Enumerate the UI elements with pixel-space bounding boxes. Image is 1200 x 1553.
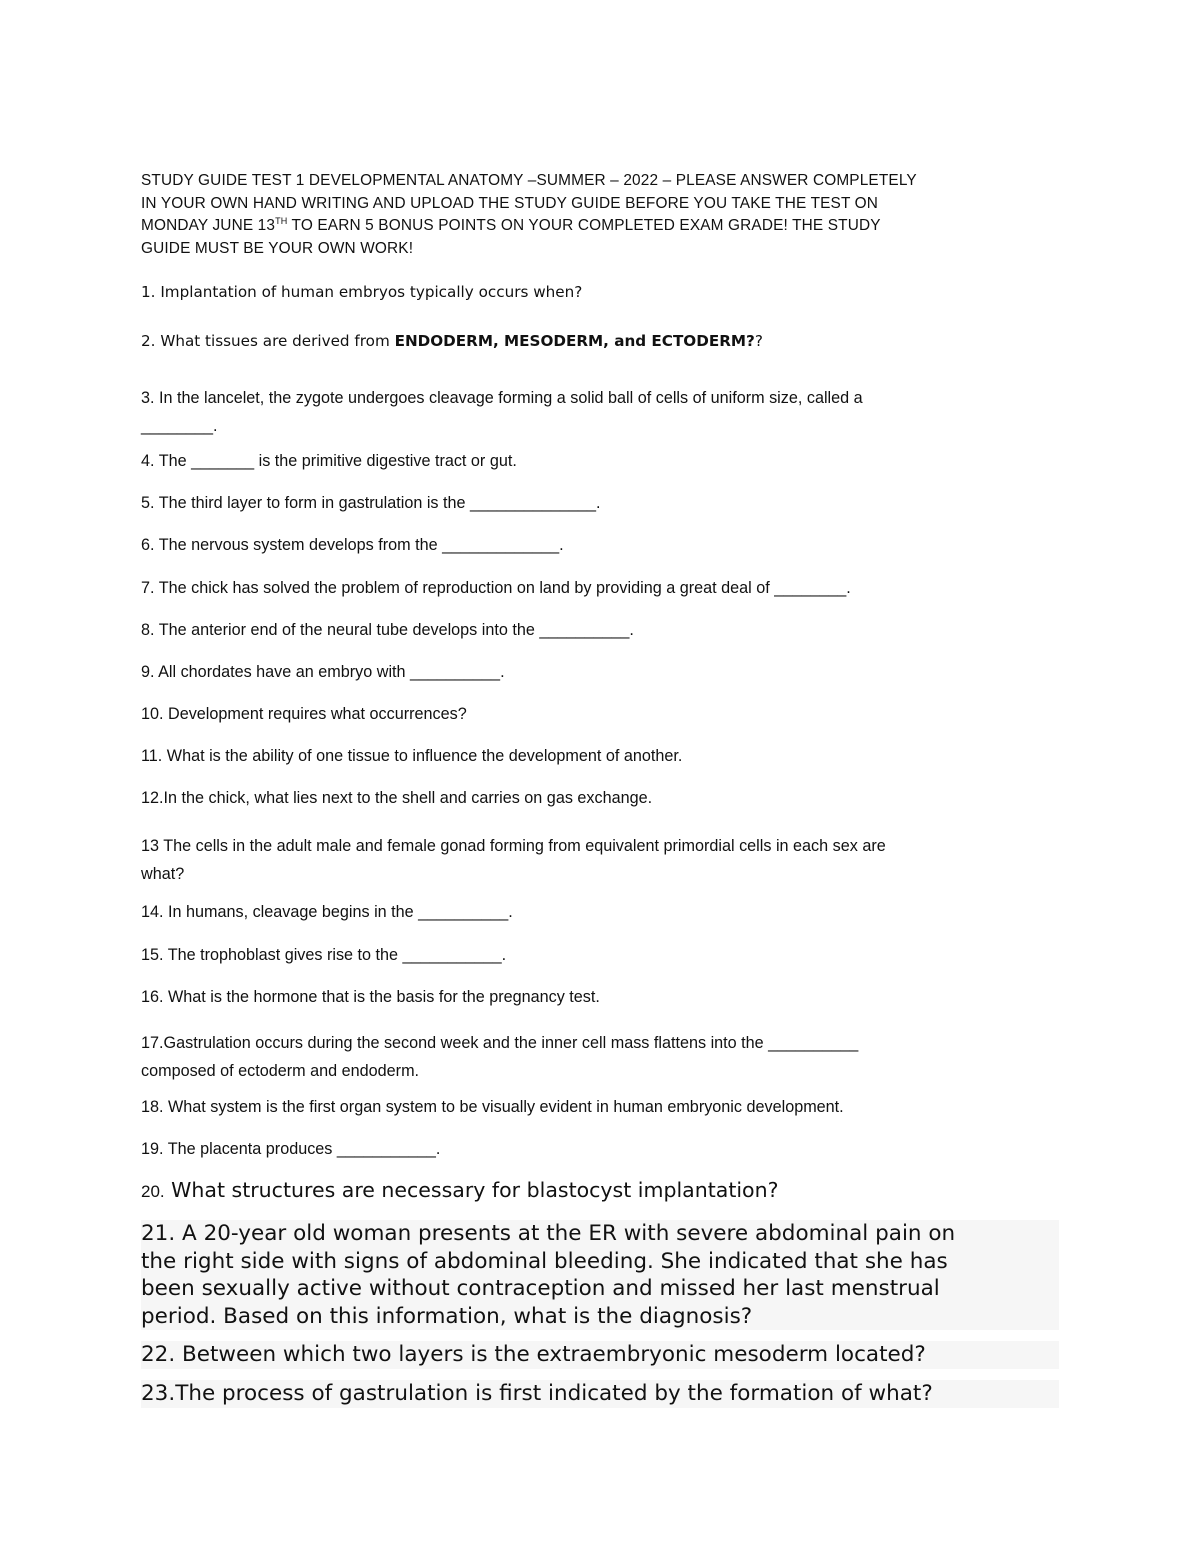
question-3 <box>141 384 863 440</box>
header-line-2: IN YOUR OWN HAND WRITING AND UPLOAD THE STUDY GUIDE BEFORE YOU TAKE THE TEST ON <box>141 194 879 212</box>
question-21-line-2: the right side with signs of abdominal bleeding. She indicated that she has <box>141 1248 948 1274</box>
question-17-line-1: 17.Gastrulation occurs during the second week and the inner cell mass flattens into the __________ <box>141 1034 859 1052</box>
question-10: 10. Development requires what occurrences? <box>141 705 467 723</box>
question-2-germ-layers: ENDODERM, MESODERM, and ECTODERM? <box>394 332 755 350</box>
question-2 <box>141 332 763 350</box>
question-2-text: 2. What tissues are derived from <box>141 332 395 350</box>
header-line-4: GUIDE MUST BE YOUR OWN WORK! <box>141 239 414 257</box>
question-19: 19. The placenta produces ___________. <box>141 1140 441 1158</box>
question-17-line-2: composed of ectoderm and endoderm. <box>141 1062 420 1080</box>
study-guide-header <box>141 170 1061 260</box>
question-23: 23.The process of gastrulation is first indicated by the formation of what? <box>141 1380 1059 1408</box>
question-20 <box>141 1178 778 1202</box>
header-bonus-text: TO EARN 5 BONUS POINTS ON YOUR COMPLETED EXAM GRADE! THE STUDY <box>287 217 881 234</box>
question-21-line-3: been sexually active without contraception and missed her last menstrual <box>141 1276 940 1301</box>
header-line-3 <box>141 215 1061 238</box>
question-6: 6. The nervous system develops from the _____________. <box>141 536 564 554</box>
question-21 <box>141 1220 1059 1330</box>
question-21-line-1: 21. A 20-year old woman presents at the ER with severe abdominal pain on <box>141 1221 956 1246</box>
question-12: 12.In the chick, what lies next to the shell and carries on gas exchange. <box>141 789 653 807</box>
header-date-suffix: TH <box>275 216 288 226</box>
question-7: 7. The chick has solved the problem of reproduction on land by providing a great deal of ________. <box>141 579 851 597</box>
question-11: 11. What is the ability of one tissue to influence the development of another. <box>141 747 683 765</box>
question-15: 15. The trophoblast gives rise to the ___________. <box>141 946 507 964</box>
question-20-number: 20. <box>141 1182 165 1201</box>
question-4: 4. The _______ is the primitive digestive tract or gut. <box>141 452 517 470</box>
question-18: 18. What system is the first organ system to be visually evident in human embryonic development. <box>141 1098 844 1116</box>
question-21-line-4: period. Based on this information, what is the diagnosis? <box>141 1303 753 1329</box>
question-14: 14. In humans, cleavage begins in the __________. <box>141 903 513 921</box>
question-5: 5. The third layer to form in gastrulation is the ______________. <box>141 494 601 512</box>
header-date: MONDAY JUNE 13 <box>141 217 276 234</box>
question-8: 8. The anterior end of the neural tube develops into the __________. <box>141 621 634 639</box>
question-16: 16. What is the hormone that is the basis for the pregnancy test. <box>141 988 600 1006</box>
question-1: 1. Implantation of human embryos typically occurs when? <box>141 283 583 301</box>
question-22: 22. Between which two layers is the extraembryonic mesoderm located? <box>141 1341 1059 1369</box>
question-9: 9. All chordates have an embryo with __________. <box>141 663 505 681</box>
question-20-text: What structures are necessary for blastocyst implantation? <box>164 1178 779 1202</box>
question-2-end: ? <box>754 332 763 350</box>
question-13 <box>141 832 886 888</box>
question-13-line-2: what? <box>141 865 185 883</box>
question-3-line-1: 3. In the lancelet, the zygote undergoes cleavage forming a solid ball of cells of uniform size, called a <box>141 389 863 407</box>
header-line-1: STUDY GUIDE TEST 1 DEVELOPMENTAL ANATOMY –SUMMER – 2022 – PLEASE ANSWER COMPLETELY <box>141 172 917 189</box>
question-17 <box>141 1029 858 1085</box>
question-3-line-2: ________. <box>141 417 218 435</box>
question-13-line-1: 13 The cells in the adult male and female gonad forming from equivalent primordial cells in each sex are <box>141 837 886 855</box>
